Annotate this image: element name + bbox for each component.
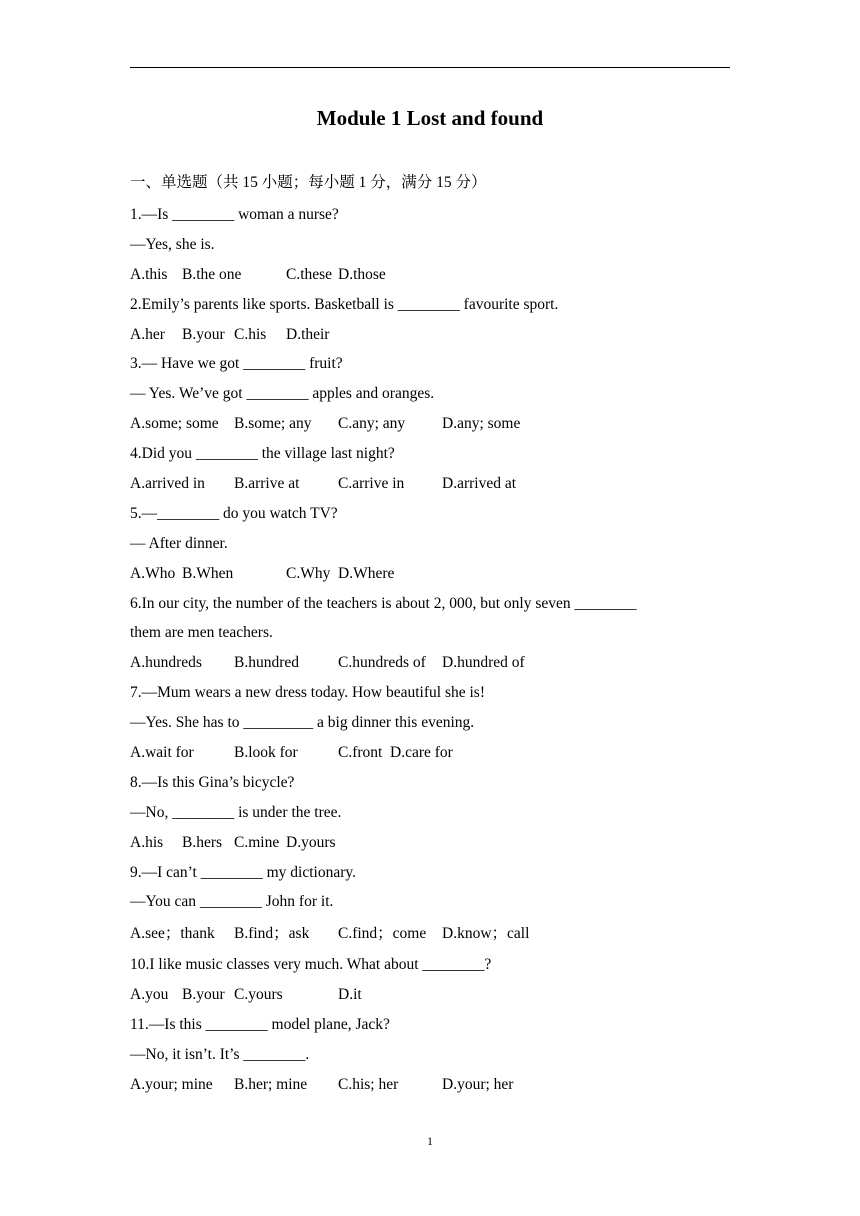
option-c: C.these (286, 265, 333, 283)
option-b: B.arrive at (234, 475, 300, 493)
section-heading: 一、单选题（共 15 小题；每小题 1 分，满分 15 分） (130, 174, 487, 191)
option-a: A.you (130, 986, 169, 1004)
question-9-line-2: —You can ________ John for it. (130, 893, 334, 911)
option-d: D.yours (286, 833, 336, 851)
question-3-options (130, 409, 730, 439)
option-a: A.some; some (130, 415, 219, 433)
option-c: C.his (234, 325, 267, 343)
option-b: B.your (182, 325, 225, 343)
option-c: C.find；come (338, 925, 427, 943)
option-d: D.hundred of (442, 654, 525, 672)
option-a: A.Who (130, 564, 176, 582)
question-5-options (130, 559, 730, 589)
question-8-line-2: —No, ________ is under the tree. (130, 803, 342, 821)
option-d: D.those (338, 265, 386, 283)
question-6-line-1: 6.In our city, the number of the teachers is about 2, 000, but only seven ________ (130, 594, 637, 612)
question-9-line-1: 9.—I can’t ________ my dictionary. (130, 863, 356, 881)
question-4-options (130, 469, 730, 499)
option-b: B.some; any (234, 415, 312, 433)
option-d: D.your; her (442, 1075, 514, 1093)
header-rule (130, 67, 730, 68)
option-c: C.mine (234, 833, 280, 851)
question-1-options (130, 260, 730, 290)
question-11-line-2: —No, it isn’t. It’s ________. (130, 1046, 310, 1064)
question-2-options (130, 320, 730, 350)
question-11-options (130, 1070, 730, 1100)
page-number: 1 (427, 1134, 433, 1148)
option-a: A.her (130, 325, 165, 343)
option-b: B.look for (234, 744, 298, 762)
question-7-line-1: 7.—Mum wears a new dress today. How beautiful she is! (130, 684, 485, 702)
question-10-line-1: 10.I like music classes very much. What about ________? (130, 956, 492, 974)
option-c: C.front (338, 744, 383, 762)
question-4-line-1: 4.Did you ________ the village last night? (130, 445, 395, 463)
option-b: B.hers (182, 833, 223, 851)
option-d: D.any; some (442, 415, 521, 433)
question-5-line-1: 5.—________ do you watch TV? (130, 504, 338, 522)
option-c: C.yours (234, 986, 283, 1004)
option-a: A.this (130, 265, 168, 283)
option-c: C.Why (286, 564, 331, 582)
option-b: B.hundred (234, 654, 300, 672)
question-10-options (130, 980, 730, 1010)
option-d: D.their (286, 325, 330, 343)
question-5-line-2: — After dinner. (130, 534, 228, 552)
question-6-line-2: them are men teachers. (130, 624, 273, 642)
option-c: C.any; any (338, 415, 406, 433)
question-3-line-2: — Yes. We’ve got ________ apples and oranges. (130, 385, 435, 403)
question-1-line-2: —Yes, she is. (130, 235, 215, 253)
option-d: D.Where (338, 564, 395, 582)
option-b: B.her; mine (234, 1075, 308, 1093)
option-b: B.When (182, 564, 234, 582)
option-a: A.your; mine (130, 1075, 213, 1093)
option-d: D.it (338, 986, 362, 1004)
question-6-options (130, 648, 730, 678)
question-body (130, 170, 730, 1100)
option-c: C.hundreds of (338, 654, 426, 672)
option-d: D.know；call (442, 925, 530, 943)
question-3-line-1: 3.— Have we got ________ fruit? (130, 355, 343, 373)
option-b: B.the one (182, 265, 242, 283)
question-9-options (130, 917, 730, 950)
question-11-line-1: 11.—Is this ________ model plane, Jack? (130, 1016, 390, 1034)
question-7-options (130, 738, 730, 768)
option-d: D.care for (390, 744, 453, 762)
option-b: B.find；ask (234, 925, 310, 943)
page-title: Module 1 Lost and found (316, 106, 544, 130)
question-1-line-1: 1.—Is ________ woman a nurse? (130, 206, 339, 223)
option-b: B.your (182, 986, 225, 1004)
option-a: A.arrived in (130, 475, 205, 493)
option-d: D.arrived at (442, 475, 517, 493)
question-7-line-2: —Yes. She has to _________ a big dinner this evening. (130, 714, 475, 732)
option-a: A.wait for (130, 744, 194, 762)
option-c: C.arrive in (338, 475, 405, 493)
option-a: A.see；thank (130, 925, 215, 943)
question-8-line-1: 8.—Is this Gina’s bicycle? (130, 773, 295, 791)
option-c: C.his; her (338, 1075, 399, 1093)
option-a: A.hundreds (130, 654, 202, 672)
question-8-options (130, 828, 730, 858)
option-a: A.his (130, 833, 164, 851)
question-2-line-1: 2.Emily’s parents like sports. Basketball is ________ favourite sport. (130, 295, 559, 313)
